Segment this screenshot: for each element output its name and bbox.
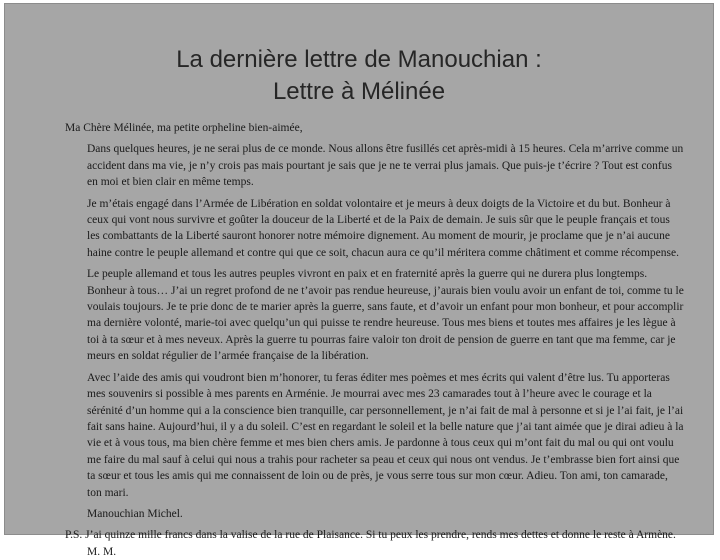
slide (4, 3, 714, 558)
title-line-1: La dernière lettre de Manouchian : (176, 46, 542, 73)
letter-paragraph-1: Dans quelques heures, je ne serai plus de ce monde. Nous allons être fusillés cet après-midi à 15 heures. Cela m’arrive comme un accident dans ma vie, je n’y crois pas mais pourtant je sais que je ne te verrai plus jamais. Que puis-je t’écrire ? Tout est confus en moi et bien clair en même temps. (87, 143, 684, 189)
letter-paragraph-3: Le peuple allemand et tous les autres peuples vivront en paix et en fraternité après la guerre qui ne durera plus longtemps. Bonheur à tous… J’ai un regret profond de ne t’avoir pas rendue heureuse, j’aurais bien voulu avoir un enfant de toi, comme tu le voulais toujours. Je te prie donc de te marier après la guerre, sans faute, et d’avoir un enfant pour mon bonheur, et pour accomplir ma dernière volonté, marie-toi avec quelqu’un qui puisse te rendre heureuse. Tous mes biens et toutes mes affaires je les lègue à toi à ta sœur et à mes neveux. Après la guerre tu pourras faire valoir ton droit de pension de guerre en tant que ma femme, car je meurs en soldat régulier de l’armée française de la libération. (87, 268, 684, 363)
letter-paragraph-4: Avec l’aide des amis qui voudront bien m’honorer, tu feras éditer mes poèmes et mes écrits qui valent d’être lus. Tu apporteras mes souvenirs si possible à mes parents en Arménie. Je mourrai avec mes 23 camarades tout à l’heure avec le courage et la sérénité d’un homme qui a la conscience bien tranquille, car personnellement, je n’ai fait de mal à personne et si je l’ai fait, je l’ai fait sans haine. Aujourd’hui, il y a du soleil. C’est en regardant le soleil et la belle nature que j’ai tant aimée que je dirai adieu à la vie et à vous tous, ma bien chère femme et mes bien chers amis. Je pardonne à tous ceux qui m’ont fait du mal ou qui ont voulu me faire du mal sauf à celui qui nous a trahis pour racheter sa peau et ceux qui nous ont vendus. Je t’embrasse bien fort ainsi que ta sœur et tous les amis qui me connaissent de loin ou de près, je vous serre tous sur mon cœur. Adieu. Ton ami, ton camarade, ton mari. (87, 371, 684, 499)
letter-postscript: P.S. J’ai quinze mille francs dans la valise de la rue de Plaisance. Si tu peux les prendre, rends mes dettes et donne le reste à Armène. M. M. (65, 529, 676, 558)
letter-salutation: Ma Chère Mélinée, ma petite orpheline bien-aimée, (65, 122, 303, 134)
slide-title (5, 44, 713, 108)
letter-signature: Manouchian Michel. (87, 507, 183, 520)
letter-body (65, 120, 685, 560)
title-line-2: Lettre à Mélinée (272, 78, 446, 105)
letter-paragraph-2: Je m’étais engagé dans l’Armée de Libération en soldat volontaire et je meurs à deux doigts de la Victoire et du but. Bonheur à ceux qui vont nous survivre et goûter la douceur de la Liberté et de la Paix de demain. Je suis sûr que le peuple français et tous les combattants de la Liberté sauront honorer notre mémoire dignement. Au moment de mourir, je proclame que je n’ai aucune haine contre le peuple allemand et contre qui que ce soit, chacun aura ce qu’il méritera comme châtiment et comme récompense. (87, 197, 679, 259)
